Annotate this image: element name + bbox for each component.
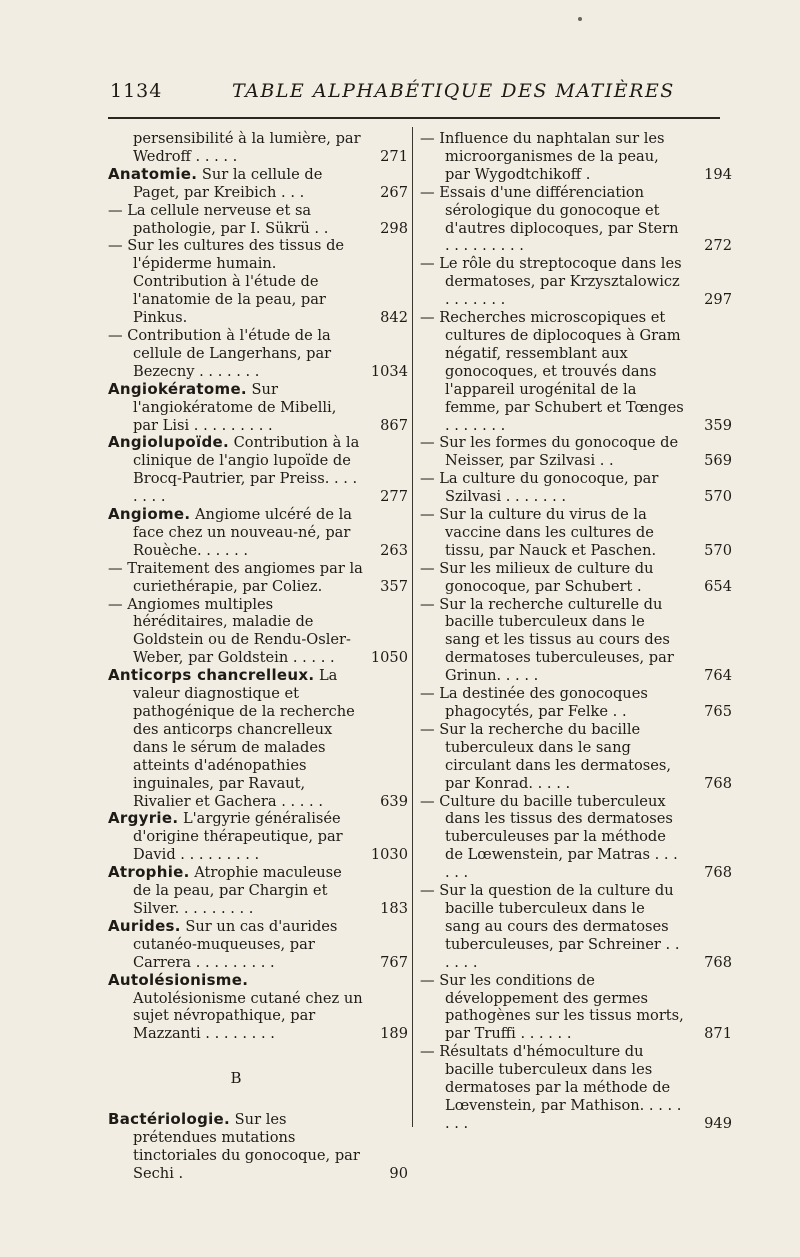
page-reference: 359 <box>704 416 732 434</box>
entry-text: Sur les prétendues mutations tinctoriales du gonocoque, par Sechi . <box>133 1111 360 1182</box>
page-reference: 271 <box>380 147 408 165</box>
entry-text: — Sur la recherche culturelle du bacille tuberculeux dans le sang et les tissus au cours des dermatoses tuberculeuses, par Grinun. . . . . <box>420 595 674 685</box>
page-reference: 654 <box>704 577 732 595</box>
topic-heading: Anticorps chancrelleux. <box>108 666 315 685</box>
index-entry <box>420 560 732 596</box>
entry-text: Sur un cas d'aurides cutanéo-muqueuses, par Carrera . . . . . . . . . <box>133 917 338 971</box>
index-entry <box>420 506 732 560</box>
column-separator <box>412 127 413 1127</box>
index-entry <box>108 327 408 381</box>
entry-text: — Influence du naphtalan sur les microorganismes de la peau, par Wygodtchikoff . <box>420 130 665 183</box>
index-entry <box>420 685 732 721</box>
index-topic-entry <box>108 972 408 1044</box>
entry-text: — Résultats d'hémoculture du bacille tuberculeux dans les dermatoses par la méthode de Lœvenstein, par Mathison. . . . . . . . <box>420 1043 682 1132</box>
running-title: TABLE ALPHABÉTIQUE DES MATIÈRES <box>232 80 675 102</box>
page-number: 1134 <box>110 80 163 102</box>
page-reference: 871 <box>704 1025 732 1043</box>
topic-heading: Bactériologie. <box>108 1110 231 1129</box>
entry-text: persensibilité à la lumière, par Wedroff . . . . . <box>133 130 361 165</box>
topic-heading: Angiolupoïde. <box>108 433 229 452</box>
index-entry <box>420 184 732 256</box>
page-reference: 842 <box>380 309 408 327</box>
page-reference: 194 <box>704 165 732 183</box>
page-reference: 267 <box>380 183 408 201</box>
entry-text: Sur la cellule de Paget, par Kreibich . . . <box>133 165 323 201</box>
left-column <box>108 130 408 1183</box>
index-entry <box>108 560 408 596</box>
index-entry <box>108 237 408 327</box>
topic-heading: Autolésionisme. <box>108 970 249 989</box>
index-entry <box>420 721 732 793</box>
entry-text: Autolésionisme cutané chez un sujet névropathique, par Mazzanti . . . . . . . . <box>133 989 363 1043</box>
index-entry <box>420 309 732 434</box>
page-reference: 1034 <box>370 362 408 380</box>
topic-heading: Angiokératome. <box>108 379 247 398</box>
entry-text: — Sur la culture du virus de la vaccine dans les cultures de tissu, par Nauck et Paschen. <box>420 506 657 559</box>
index-entry <box>108 202 408 238</box>
page-reference: 90 <box>389 1164 408 1182</box>
index-entry <box>420 470 732 506</box>
entry-text: — Sur les cultures des tissus de l'épiderme humain. Contribution à l'étude de l'anatomie de la peau, par Pinkus. <box>108 237 345 327</box>
page-reference: 272 <box>704 237 732 255</box>
entry-text: — Sur la question de la culture du bacille tuberculeux dans le sang au cours des dermatoses tuberculeuses, par Schreiner . . . . . . <box>420 882 680 971</box>
page-reference: 569 <box>704 452 732 470</box>
entry-text: — Sur les milieux de culture du gonocoque, par Schubert . <box>420 559 654 595</box>
page-reference: 768 <box>704 774 732 792</box>
index-topic-entry <box>108 864 408 918</box>
section-letter-heading: B <box>230 1069 242 1088</box>
page-reference: 263 <box>380 541 408 559</box>
index-topic-entry <box>108 381 408 435</box>
page-reference: 765 <box>704 703 732 720</box>
index-entry <box>420 882 732 972</box>
page-reference: 183 <box>380 899 408 917</box>
page-reference: 768 <box>704 953 732 971</box>
paper-speck <box>578 17 582 21</box>
topic-heading: Atrophie. <box>108 863 190 882</box>
topic-heading: Anatomie. <box>108 164 198 183</box>
page-reference: 298 <box>380 219 408 237</box>
entry-text: — Recherches microscopiques et cultures de diplocoques à Gram négatif, ressemblant aux gonocoques, et trouvés dans l'appareil urogénital de la femme, par Schubert et Tœnges . . . . . . . <box>420 309 684 434</box>
page-reference: 949 <box>704 1114 732 1132</box>
entry-text: — Sur les formes du gonocoque de Neisser, par Szilvasi . . <box>420 434 679 470</box>
topic-heading: Argyrie. <box>108 809 179 828</box>
entry-text: — La destinée des gonocoques phagocytés, par Felke . . <box>420 685 648 720</box>
page-reference: 570 <box>704 488 732 506</box>
index-entry <box>420 793 732 883</box>
page-reference: 357 <box>380 577 408 595</box>
entry-text: La valeur diagnostique et pathogénique de la recherche des anticorps chancrelleux dans le sérum de malades atteints d'adénopathies inguinales, par Ravaut, Rivalier et Gachera . . . . . <box>133 667 355 810</box>
page-reference: 189 <box>380 1025 408 1043</box>
index-topic-entry <box>108 166 408 202</box>
index-entry <box>108 130 408 166</box>
page-reference: 768 <box>704 864 732 882</box>
entry-text: — La cellule nerveuse et sa pathologie, par I. Sükrü . . <box>108 201 329 237</box>
entry-text: — Traitement des angiomes par la curiethérapie, par Coliez. <box>108 559 363 595</box>
index-topic-entry <box>108 1111 408 1183</box>
page-reference: 297 <box>704 291 732 309</box>
index-topic-entry <box>108 667 408 810</box>
entry-text: — Le rôle du streptocoque dans les dermatoses, par Krzysztalowicz . . . . . . . <box>420 255 682 309</box>
entry-text: Sur l'angiokératome de Mibelli, par Lisi . . . . . . . . . <box>133 380 337 434</box>
index-topic-entry <box>108 434 408 506</box>
page-reference: 277 <box>380 488 408 506</box>
entry-text: — Contribution à l'étude de la cellule de Langerhans, par Bezecny . . . . . . . <box>108 326 332 380</box>
right-column <box>420 130 732 1133</box>
page-reference: 1030 <box>370 846 408 864</box>
entry-text: — Angiomes multiples héréditaires, maladie de Goldstein ou de Rendu-Osler-Weber, par Goldstein . . . . . <box>108 595 351 667</box>
page-reference: 867 <box>380 416 408 434</box>
index-entry <box>108 596 408 668</box>
entry-text: — Sur la recherche du bacille tuberculeux dans le sang circulant dans les dermatoses, par Konrad. . . . . <box>420 720 672 792</box>
index-entry <box>420 1043 732 1133</box>
topic-heading: Aurides. <box>108 916 181 935</box>
index-topic-entry <box>108 918 408 972</box>
page-reference: 639 <box>380 792 408 810</box>
entry-text: — La culture du gonocoque, par Szilvasi . . . . . . . <box>420 470 659 506</box>
page-reference: 570 <box>704 541 732 559</box>
entry-text: — Culture du bacille tuberculeux dans les tissus des dermatoses tuberculeuses par la méthode de Lœwenstein, par Matras . . . . . . <box>420 792 678 882</box>
header-rule <box>108 117 720 119</box>
entry-text: — Sur les conditions de développement des germes pathogènes sur les tissus morts, par Truffi . . . . . . <box>420 971 684 1043</box>
index-entry <box>420 130 732 184</box>
entry-text: Atrophie maculeuse de la peau, par Chargin et Silver. . . . . . . . . <box>133 864 342 917</box>
page-reference: 764 <box>704 667 732 685</box>
topic-heading: Angiome. <box>108 505 191 524</box>
entry-text: Contribution à la clinique de l'angio lupoïde de Brocq-Pautrier, par Preiss. . . . . . . . <box>133 434 360 506</box>
index-entry <box>420 972 732 1044</box>
entry-text: — Essais d'une différenciation sérologique du gonocoque et d'autres diplocoques, par Stern . . . . . . . . . <box>420 183 679 255</box>
index-topic-entry <box>108 506 408 560</box>
page-reference: 1050 <box>370 649 408 667</box>
index-entry <box>420 434 732 470</box>
entry-text: Angiome ulcéré de la face chez un nouveau-né, par Rouèche. . . . . . <box>133 506 352 559</box>
page-reference: 767 <box>380 953 408 971</box>
index-entry <box>420 255 732 309</box>
index-entry <box>420 596 732 686</box>
page-header <box>110 80 710 110</box>
index-topic-entry <box>108 810 408 864</box>
entry-text: L'argyrie généralisée d'origine thérapeutique, par David . . . . . . . . . <box>133 810 343 864</box>
